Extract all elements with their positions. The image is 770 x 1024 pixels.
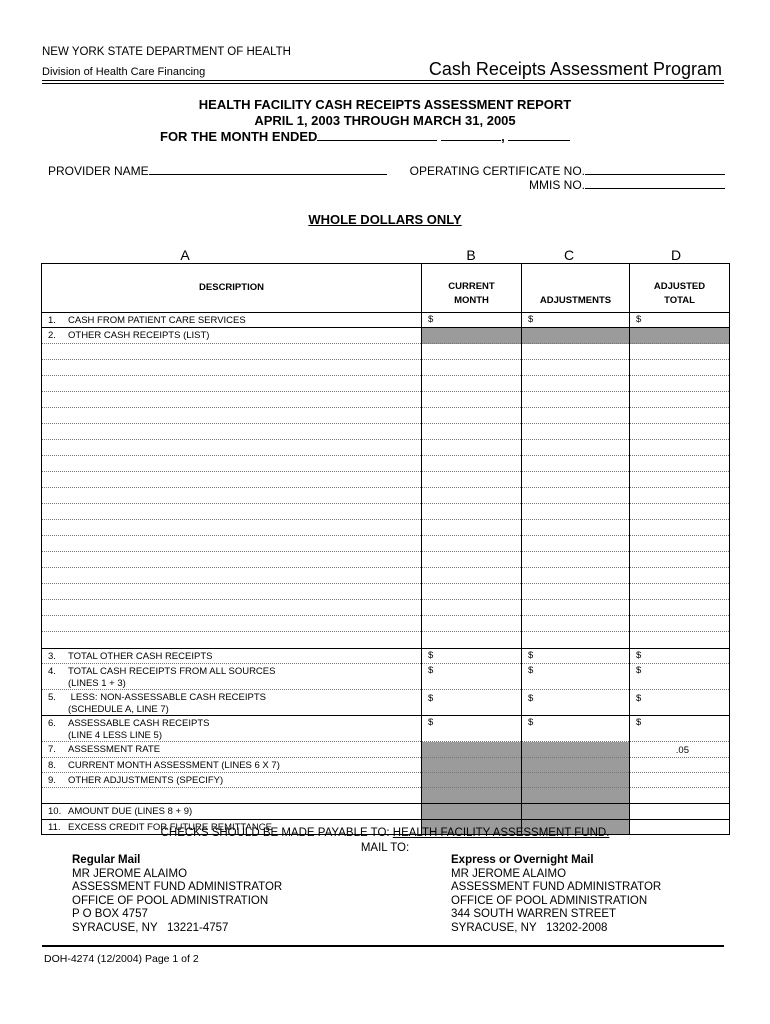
line-4-adjusted-total[interactable]: $: [630, 664, 730, 690]
line-5-current-month[interactable]: $: [422, 690, 522, 716]
other-receipts-list: [42, 344, 730, 649]
line-text: (LINES 1 + 3): [68, 677, 126, 689]
list-item[interactable]: [42, 456, 730, 472]
mmis-row: [529, 178, 725, 192]
list-item[interactable]: [42, 344, 730, 360]
line-1-description: [42, 313, 422, 328]
list-item[interactable]: [42, 392, 730, 408]
line-9-description: [42, 773, 422, 788]
header-description: DESCRIPTION: [42, 264, 422, 313]
line-9-spacer[interactable]: [42, 788, 422, 804]
header-current-label: CURRENT: [448, 281, 495, 292]
table-row: [42, 664, 730, 690]
whole-dollars-note: WHOLE DOLLARS ONLY: [308, 212, 462, 227]
regular-mail-heading: Regular Mail: [72, 854, 141, 866]
header-total-label: TOTAL: [664, 295, 695, 306]
line-text: CURRENT MONTH ASSESSMENT (LINES 6 X 7): [68, 760, 280, 771]
report-period: APRIL 1, 2003 THROUGH MARCH 31, 2005: [254, 113, 516, 128]
shaded-cell: [422, 773, 522, 788]
mail-to-label: MAIL TO:: [360, 842, 410, 854]
list-item[interactable]: [42, 632, 730, 649]
line-number: 7.: [48, 744, 56, 755]
shaded-cell: [522, 773, 630, 788]
header-rule: [42, 80, 724, 81]
checks-payable-label: CHECKS SHOULD BE MADE PAYABLE TO:: [160, 827, 393, 839]
month-ended-field[interactable]: [441, 129, 501, 141]
list-item[interactable]: [42, 472, 730, 488]
line-8-description: [42, 758, 422, 773]
division-name: Division of Health Care Financing: [42, 66, 206, 78]
month-ended-line: [160, 129, 640, 144]
header-rule: [42, 83, 724, 84]
line-text: TOTAL OTHER CASH RECEIPTS: [68, 651, 213, 662]
line-number: 9.: [48, 775, 56, 786]
line-3-adjustments[interactable]: $: [522, 649, 630, 664]
list-item[interactable]: [42, 440, 730, 456]
line-text: ASSESSMENT RATE: [68, 744, 161, 755]
header-adjustments: ADJUSTMENTS: [522, 264, 630, 313]
line-text: CASH FROM PATIENT CARE SERVICES: [68, 315, 246, 326]
list-item[interactable]: [42, 568, 730, 584]
operating-certificate-label: OPERATING CERTIFICATE NO.: [409, 164, 585, 178]
line-6-adjusted-total[interactable]: $: [630, 716, 730, 742]
line-3-adjusted-total[interactable]: $: [630, 649, 730, 664]
list-item[interactable]: [42, 552, 730, 568]
payee-name: HEALTH FACILITY ASSESSMENT FUND.: [392, 827, 610, 839]
line-9-spacer-total[interactable]: [630, 788, 730, 804]
shaded-cell: [522, 328, 630, 344]
shaded-cell: [522, 804, 630, 820]
mmis-field[interactable]: [585, 178, 725, 189]
shaded-cell: [522, 742, 630, 758]
list-item[interactable]: [42, 408, 730, 424]
list-item[interactable]: [42, 584, 730, 600]
table-row: [42, 716, 730, 742]
operating-certificate-row: [410, 164, 725, 178]
express-mail-address: [451, 854, 661, 935]
provider-name-label: PROVIDER NAME: [48, 164, 149, 178]
list-item[interactable]: [42, 488, 730, 504]
line-6-current-month[interactable]: $: [422, 716, 522, 742]
month-ended-field[interactable]: [317, 129, 437, 141]
address-line: OFFICE OF POOL ADMINISTRATION: [451, 894, 648, 907]
line-8-adjusted-total[interactable]: [630, 758, 730, 773]
operating-certificate-field[interactable]: [585, 164, 725, 175]
table-row: [42, 328, 730, 344]
line-number: 3.: [48, 651, 56, 662]
list-item[interactable]: [42, 424, 730, 440]
list-item[interactable]: [42, 376, 730, 392]
receipts-table: [41, 263, 730, 835]
line-number: 10.: [48, 806, 62, 817]
line-text: OTHER ADJUSTMENTS (SPECIFY): [68, 775, 224, 786]
line-1-current-month[interactable]: $: [422, 313, 522, 328]
line-3-current-month[interactable]: $: [422, 649, 522, 664]
address-line: SYRACUSE, NY 13221-4757: [72, 921, 229, 934]
header-adjusted-label: ADJUSTED: [653, 281, 706, 292]
line-5-description: [42, 690, 422, 716]
header-adjusted-total: [630, 264, 730, 313]
list-item[interactable]: [42, 504, 730, 520]
line-5-adjustments[interactable]: $: [522, 690, 630, 716]
table-row: [42, 313, 730, 328]
year-field[interactable]: [508, 129, 570, 141]
line-text: EXCESS CREDIT FOR FUTURE REMITTANCE: [68, 822, 272, 833]
month-ended-label: FOR THE MONTH ENDED: [160, 129, 318, 144]
address-line: 344 SOUTH WARREN STREET: [451, 908, 617, 920]
mmis-label: MMIS NO.: [529, 178, 585, 192]
line-9-adjusted-total[interactable]: [630, 773, 730, 788]
line-number: 11.: [48, 822, 61, 833]
shaded-cell: [630, 328, 730, 344]
header-current-month: [422, 264, 522, 313]
line-text: AMOUNT DUE (LINES 8 + 9): [68, 806, 193, 817]
shaded-cell: [522, 788, 630, 804]
header-month-label: MONTH: [454, 295, 489, 306]
provider-name-row: [48, 164, 387, 178]
provider-name-field[interactable]: [149, 164, 387, 175]
table-row: [42, 758, 730, 773]
column-letter-c: C: [563, 247, 575, 263]
list-item[interactable]: [42, 616, 730, 632]
shaded-cell: [422, 788, 522, 804]
program-name: Cash Receipts Assessment Program: [428, 59, 722, 79]
address-line: MR JEROME ALAIMO: [72, 867, 188, 880]
line-text: TOTAL CASH RECEIPTS FROM ALL SOURCES: [68, 666, 276, 677]
line-4-description: [42, 664, 422, 690]
list-item[interactable]: [42, 536, 730, 552]
address-line: ASSESSMENT FUND ADMINISTRATOR: [451, 881, 662, 893]
line-7-description: [42, 742, 422, 758]
shaded-cell: [422, 742, 522, 758]
table-row: [42, 773, 730, 788]
address-line: P O BOX 4757: [72, 908, 148, 920]
line-text: OTHER CASH RECEIPTS (LIST): [68, 330, 210, 341]
line-text: (LINE 4 LESS LINE 5): [68, 729, 162, 741]
line-3-description: [42, 649, 422, 664]
table-row: [42, 649, 730, 664]
report-title: HEALTH FACILITY CASH RECEIPTS ASSESSMENT REPORT: [198, 97, 572, 112]
line-2-description: [42, 328, 422, 344]
line-1-adjusted-total[interactable]: $: [630, 313, 730, 328]
address-line: OFFICE OF POOL ADMINISTRATION: [72, 894, 269, 907]
line-number: 6.: [48, 718, 56, 729]
line-4-current-month[interactable]: $: [422, 664, 522, 690]
line-5-adjusted-total[interactable]: $: [630, 690, 730, 716]
checks-payable-note: [0, 827, 770, 839]
express-mail-heading: Express or Overnight Mail: [451, 854, 594, 866]
shaded-cell: [422, 758, 522, 773]
footer-rule: [42, 945, 724, 947]
table-row: [42, 788, 730, 804]
address-line: SYRACUSE, NY 13202-2008: [451, 921, 608, 934]
line-6-description: [42, 716, 422, 742]
line-text: ASSESSABLE CASH RECEIPTS: [68, 718, 210, 729]
line-10-adjusted-total[interactable]: [630, 804, 730, 820]
list-item[interactable]: [42, 360, 730, 376]
shaded-cell: [522, 758, 630, 773]
shaded-cell: [422, 804, 522, 820]
line-number: 1.: [48, 315, 56, 326]
column-letter-a: A: [180, 247, 190, 263]
form-footer: DOH-4274 (12/2004) Page 1 of 2: [44, 953, 199, 965]
shaded-cell: [422, 328, 522, 344]
table-row: [42, 742, 730, 758]
address-line: MR JEROME ALAIMO: [451, 867, 567, 880]
table-row: [42, 690, 730, 716]
address-line: ASSESSMENT FUND ADMINISTRATOR: [72, 881, 283, 893]
regular-mail-address: [72, 854, 282, 935]
agency-name: NEW YORK STATE DEPARTMENT OF HEALTH: [42, 46, 291, 58]
column-letter-d: D: [670, 247, 682, 263]
assessment-rate-value: .05: [630, 742, 730, 758]
line-number: 8.: [48, 760, 56, 771]
line-number: 2.: [48, 330, 56, 341]
line-6-adjustments[interactable]: $: [522, 716, 630, 742]
line-number: 4.: [48, 666, 56, 677]
line-1-adjustments[interactable]: $: [522, 313, 630, 328]
line-text: LESS: NON-ASSESSABLE CASH RECEIPTS: [68, 692, 266, 703]
column-letter-b: B: [466, 247, 476, 263]
table-header-row: [42, 264, 730, 313]
month-ended-comma: ,: [501, 129, 505, 144]
table-row: [42, 804, 730, 820]
line-number: 5.: [48, 692, 56, 703]
list-item[interactable]: [42, 520, 730, 536]
line-4-adjustments[interactable]: $: [522, 664, 630, 690]
list-item[interactable]: [42, 600, 730, 616]
line-10-description: [42, 804, 422, 820]
line-text: (SCHEDULE A, LINE 7): [68, 703, 169, 715]
